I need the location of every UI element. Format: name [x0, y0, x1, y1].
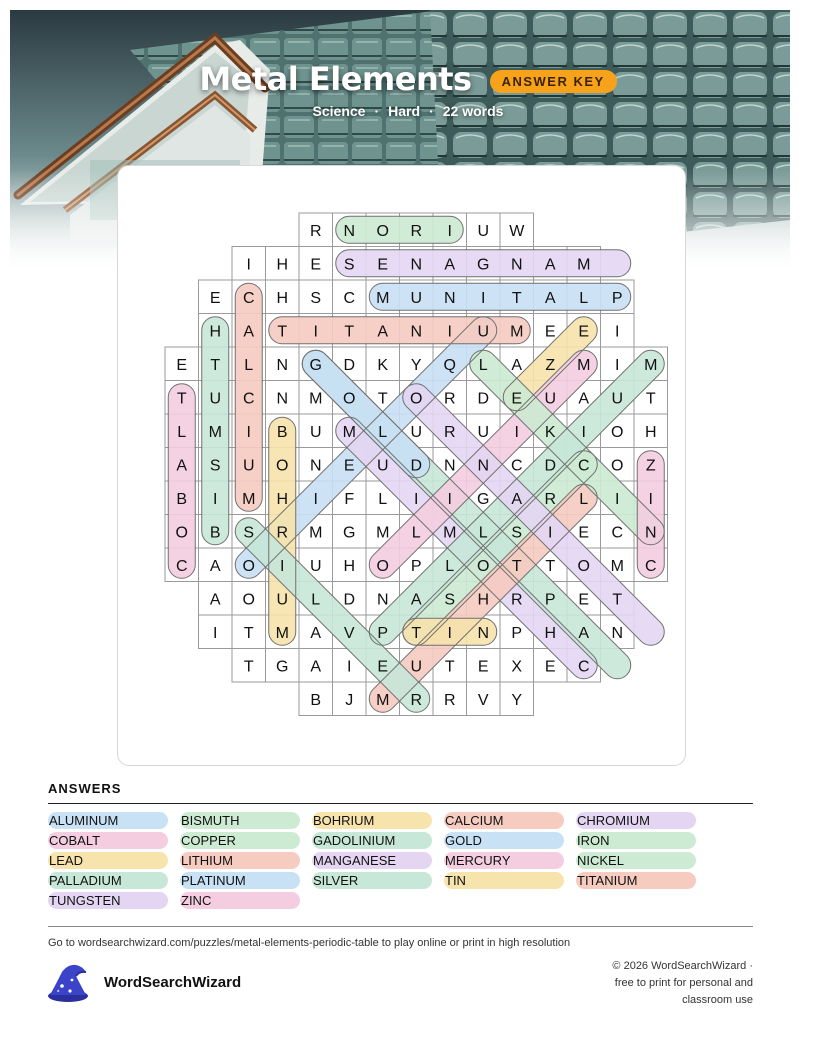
grid-letter: S — [444, 591, 456, 609]
grid-letter: U — [410, 423, 423, 441]
grid-letter: M — [577, 256, 591, 274]
grid-letter: A — [578, 390, 590, 408]
grid-letter: G — [343, 524, 356, 542]
grid-letter: R — [544, 490, 557, 508]
grid-letter: Z — [545, 356, 556, 374]
grid-letter: E — [578, 524, 590, 542]
grid-letter: U — [309, 423, 322, 441]
answer-gadolinium: GADOLINIUM — [312, 832, 432, 849]
grid-letter: B — [176, 490, 188, 508]
grid-letter: D — [410, 457, 423, 475]
grid-letter: M — [510, 323, 524, 341]
answer-tungsten: TUNGSTEN — [48, 892, 168, 909]
grid-letter: U — [242, 457, 255, 475]
grid-letter: C — [577, 658, 590, 676]
grid-letter: Q — [443, 356, 456, 374]
grid-letter: W — [509, 222, 525, 240]
grid-letter: D — [343, 591, 356, 609]
grid-letter: Y — [410, 356, 422, 374]
grid-letter: N — [276, 356, 289, 374]
answer-bohrium: BOHRIUM — [312, 812, 432, 829]
grid-letter: R — [443, 390, 456, 408]
answer-aluminum: ALUMINUM — [48, 812, 168, 829]
grid-letter: P — [544, 591, 556, 609]
grid-letter: T — [176, 390, 187, 408]
grid-letter: H — [276, 490, 289, 508]
grid-letter: M — [376, 289, 390, 307]
grid-letter: B — [310, 691, 322, 709]
grid-letter: O — [175, 524, 188, 542]
grid-letter: T — [243, 624, 254, 642]
answer-zinc: ZINC — [180, 892, 300, 909]
title-row — [0, 60, 816, 98]
grid-letter: U — [209, 390, 222, 408]
grid-letter: T — [243, 658, 254, 676]
grid-letter: A — [209, 557, 221, 575]
grid-letter: M — [275, 624, 289, 642]
grid-letter: L — [244, 356, 254, 374]
grid-letter: T — [411, 624, 422, 642]
grid-letter: P — [410, 557, 422, 575]
grid-letter: E — [377, 658, 389, 676]
copyright-text — [553, 958, 753, 1009]
grid-letter: H — [276, 289, 289, 307]
grid-letter: T — [210, 356, 221, 374]
copyright-line: free to print for personal and — [614, 977, 753, 989]
grid-letter: N — [309, 457, 322, 475]
grid-letter: G — [309, 356, 322, 374]
grid-letter: V — [477, 691, 489, 709]
grid-letter: U — [611, 390, 624, 408]
grid-letter: G — [477, 490, 490, 508]
grid-letter: S — [310, 289, 322, 307]
grid-letter: I — [581, 423, 586, 441]
grid-letter: U — [477, 222, 490, 240]
grid-letter: L — [579, 289, 589, 307]
grid-letter: N — [510, 256, 523, 274]
grid-letter: A — [511, 490, 523, 508]
brand-name: WordSearchWizard — [104, 974, 242, 991]
grid-letter: A — [444, 256, 456, 274]
grid-letter: C — [242, 390, 255, 408]
grid-letter: C — [510, 457, 523, 475]
grid-letter: O — [611, 423, 624, 441]
grid-letter: O — [276, 457, 289, 475]
answer-iron: IRON — [576, 832, 696, 849]
grid-letter: A — [310, 624, 322, 642]
grid-letter: E — [310, 256, 322, 274]
grid-letter: X — [511, 658, 523, 676]
grid-letter: C — [242, 289, 255, 307]
grid-letter: C — [577, 457, 590, 475]
answer-copper: COPPER — [180, 832, 300, 849]
grid-letter: B — [276, 423, 288, 441]
grid-letter: E — [544, 323, 556, 341]
grid-letter: L — [177, 423, 187, 441]
grid-letter: N — [443, 289, 456, 307]
grid-letter: M — [376, 524, 390, 542]
grid-letter: U — [477, 323, 490, 341]
grid-letter: I — [313, 490, 318, 508]
grid-letter: M — [309, 524, 323, 542]
grid-letter: M — [376, 691, 390, 709]
grid-letter: N — [410, 256, 423, 274]
answer-chromium: CHROMIUM — [576, 812, 696, 829]
grid-letter: U — [309, 557, 322, 575]
answer-calcium: CALCIUM — [444, 812, 564, 829]
grid-letter: M — [342, 423, 356, 441]
answer-nickel: NICKEL — [576, 852, 696, 869]
grid-letter: E — [477, 658, 489, 676]
grid-letter: O — [611, 457, 624, 475]
grid-letter: I — [447, 323, 452, 341]
grid-letter: M — [208, 423, 222, 441]
grid-letter: A — [578, 624, 590, 642]
grid-letter: N — [376, 591, 389, 609]
grid-letter: I — [447, 624, 452, 642]
grid-letter: A — [544, 289, 556, 307]
grid-letter: O — [242, 591, 255, 609]
grid-letter: D — [477, 390, 490, 408]
grid-letter: R — [443, 691, 456, 709]
grid-letter: R — [410, 222, 423, 240]
grid-letter: N — [477, 624, 490, 642]
grid-letter: N — [410, 323, 423, 341]
grid-letter: H — [477, 591, 490, 609]
grid-letter: K — [377, 356, 389, 374]
grid-letter: I — [481, 289, 486, 307]
grid-letter: S — [243, 524, 255, 542]
grid-letter: T — [545, 557, 556, 575]
grid-letter: I — [213, 624, 218, 642]
footer-divider — [48, 926, 753, 927]
grid-letter: E — [511, 390, 523, 408]
grid-letter: S — [209, 457, 221, 475]
grid-letter: K — [544, 423, 556, 441]
grid-letter: O — [242, 557, 255, 575]
grid-letter: Y — [511, 691, 523, 709]
answer-tin: TIN — [444, 872, 564, 889]
copyright-line: classroom use — [682, 994, 753, 1006]
grid-letter: S — [343, 256, 355, 274]
grid-letter: R — [443, 423, 456, 441]
grid-letter: D — [544, 457, 557, 475]
grid-letter: O — [477, 557, 490, 575]
grid-letter: U — [410, 289, 423, 307]
answer-mercury: MERCURY — [444, 852, 564, 869]
grid-letter: J — [345, 691, 354, 709]
grid-letter: O — [343, 390, 356, 408]
grid-letter: M — [577, 356, 591, 374]
grid-letter: R — [410, 691, 423, 709]
answers-heading: ANSWERS — [48, 781, 122, 796]
grid-letter: I — [414, 490, 419, 508]
grid-letter: L — [445, 557, 455, 575]
grid-letter: L — [411, 524, 421, 542]
grid-letter: H — [343, 557, 356, 575]
grid-letter: M — [443, 524, 457, 542]
grid-letter: F — [344, 490, 355, 508]
grid-letter: E — [209, 289, 221, 307]
grid-letter: P — [511, 624, 523, 642]
answer-lithium: LITHIUM — [180, 852, 300, 869]
grid-letter: A — [511, 356, 523, 374]
grid-letter: T — [444, 658, 455, 676]
grid-letter: I — [615, 323, 620, 341]
grid-letter: I — [615, 356, 620, 374]
grid-letter: R — [309, 222, 322, 240]
grid-letter: T — [377, 390, 388, 408]
grid-letter: H — [644, 423, 657, 441]
page-title: Metal Elements — [199, 60, 472, 98]
grid-letter: I — [280, 557, 285, 575]
grid-letter: R — [510, 591, 523, 609]
answer-manganese: MANGANESE — [312, 852, 432, 869]
grid-letter: T — [645, 390, 656, 408]
grid-letter: I — [246, 256, 251, 274]
grid-letter: C — [644, 557, 657, 575]
grid-letter: N — [477, 457, 490, 475]
grid-letter: C — [343, 289, 356, 307]
grid-letter: I — [615, 490, 620, 508]
grid-letter: M — [610, 557, 624, 575]
grid-letter: A — [243, 323, 255, 341]
difficulty-label: Hard — [388, 103, 421, 119]
grid-letter: U — [477, 423, 490, 441]
grid-letter: O — [410, 390, 423, 408]
grid-letter: E — [578, 323, 590, 341]
puzzle-card — [117, 165, 686, 766]
grid-letter: I — [548, 524, 553, 542]
answers-divider — [48, 803, 753, 804]
grid-letter: O — [577, 557, 590, 575]
grid-letter: A — [310, 658, 322, 676]
grid-letter: L — [579, 490, 589, 508]
grid-letter: T — [511, 557, 522, 575]
answer-lead: LEAD — [48, 852, 168, 869]
grid-letter: A — [377, 323, 389, 341]
grid-letter: T — [511, 289, 522, 307]
grid-letter: U — [376, 457, 389, 475]
grid-letter: I — [347, 658, 352, 676]
grid-letter: N — [644, 524, 657, 542]
answer-platinum: PLATINUM — [180, 872, 300, 889]
grid-letter: S — [511, 524, 523, 542]
grid-letter: L — [478, 524, 488, 542]
grid-letter: T — [344, 323, 355, 341]
grid-letter: T — [612, 591, 623, 609]
separator-dot: · — [429, 103, 434, 119]
word-count-label: 22 words — [442, 103, 504, 119]
grid-letter: I — [246, 423, 251, 441]
separator-dot: · — [374, 103, 380, 119]
grid-letter: A — [544, 256, 556, 274]
footer-link-text[interactable]: Go to wordsearchwizard.com/puzzles/metal-elements-periodic-table to play online or print in high resolution — [48, 937, 571, 949]
grid-letter: M — [242, 490, 256, 508]
grid-letter: C — [175, 557, 188, 575]
grid-letter: M — [309, 390, 323, 408]
grid-letter: G — [276, 658, 289, 676]
grid-letter: E — [544, 658, 556, 676]
grid-letter: D — [343, 356, 356, 374]
answer-palladium: PALLADIUM — [48, 872, 168, 889]
answer-titanium: TITANIUM — [576, 872, 696, 889]
grid-letter: L — [378, 423, 388, 441]
grid-letter: B — [209, 524, 221, 542]
grid-letter: H — [209, 323, 222, 341]
grid-letter: U — [276, 591, 289, 609]
grid-letter: M — [644, 356, 658, 374]
grid-letter: P — [377, 624, 389, 642]
grid-letter: C — [611, 524, 624, 542]
grid-letter: U — [410, 658, 423, 676]
grid-letter: L — [478, 356, 488, 374]
grid-letter: G — [477, 256, 490, 274]
answer-key-badge: ANSWER KEY — [490, 70, 617, 93]
grid-letter: I — [213, 490, 218, 508]
grid-letter: I — [514, 423, 519, 441]
answer-cobalt: COBALT — [48, 832, 168, 849]
grid-letter: E — [343, 457, 355, 475]
word-search-grid — [118, 166, 685, 765]
wizard-hat-icon — [46, 962, 94, 1004]
grid-letter: N — [276, 390, 289, 408]
grid-letter: I — [313, 323, 318, 341]
grid-letter: E — [176, 356, 188, 374]
grid-letter: Z — [645, 457, 656, 475]
answer-bismuth: BISMUTH — [180, 812, 300, 829]
grid-letter: O — [376, 557, 389, 575]
answer-gold: GOLD — [444, 832, 564, 849]
grid-letter: V — [343, 624, 355, 642]
grid-letter: E — [578, 591, 590, 609]
grid-letter: H — [544, 624, 557, 642]
subtitle-row — [0, 103, 816, 119]
grid-letter: L — [311, 591, 321, 609]
category-label: Science — [312, 103, 366, 119]
grid-letter: A — [209, 591, 221, 609]
grid-letter: T — [277, 323, 288, 341]
grid-letter: U — [544, 390, 557, 408]
grid-letter: L — [378, 490, 388, 508]
grid-letter: N — [611, 624, 624, 642]
grid-letter: R — [276, 524, 289, 542]
grid-letter: I — [447, 222, 452, 240]
grid-letter: A — [410, 591, 422, 609]
grid-letter: P — [611, 289, 623, 307]
grid-letter: N — [443, 457, 456, 475]
copyright-line: © 2026 WordSearchWizard · — [612, 960, 753, 972]
grid-letter: E — [377, 256, 389, 274]
grid-letter: O — [376, 222, 389, 240]
grid-letter: N — [343, 222, 356, 240]
grid-letter: I — [648, 490, 653, 508]
answer-silver: SILVER — [312, 872, 432, 889]
grid-letter: A — [176, 457, 188, 475]
grid-letter: I — [447, 490, 452, 508]
grid-letter: H — [276, 256, 289, 274]
